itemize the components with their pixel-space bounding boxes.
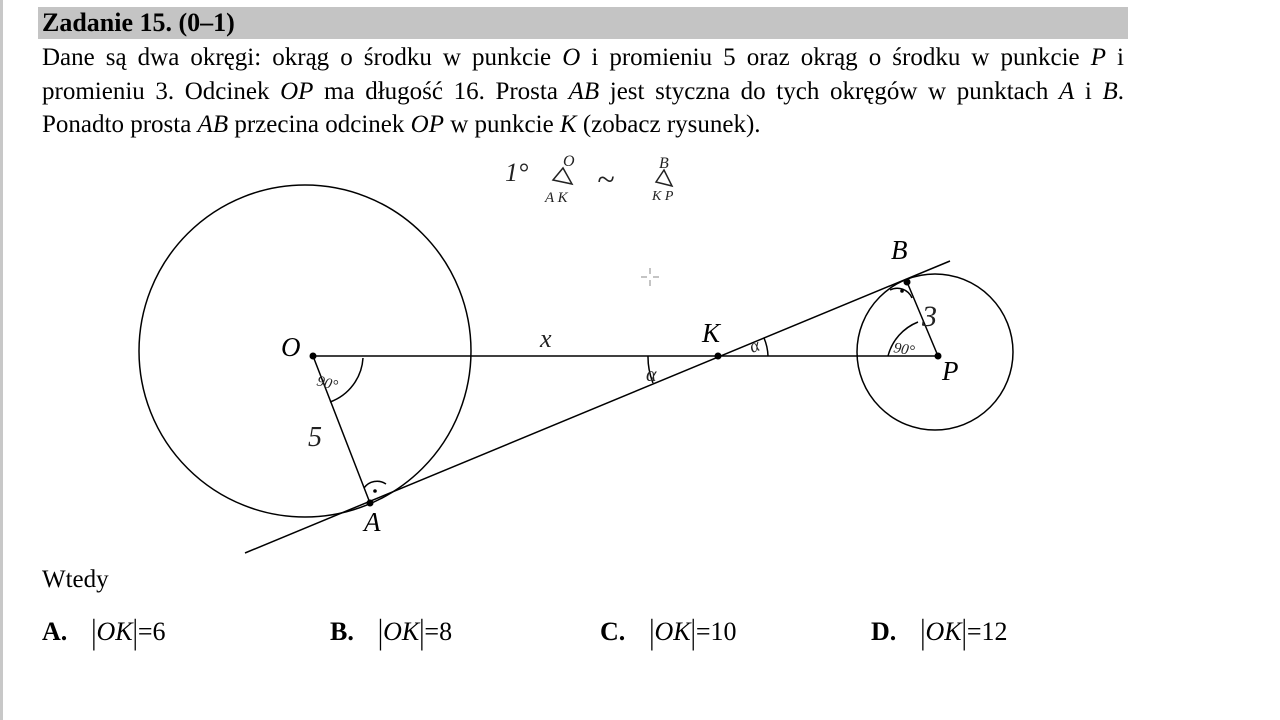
answer-lhs: OK [925, 617, 962, 646]
point-O [310, 353, 317, 360]
task-title: Zadanie 15. (0–1) [42, 8, 235, 37]
annotation-angle-90-left: 90° [314, 373, 340, 395]
circle-P [857, 274, 1013, 430]
annotation-radius-3: 3 [922, 300, 937, 333]
note-triangle-2-icon [656, 170, 672, 186]
cursor-crosshair-icon [641, 268, 659, 286]
tangent-line-AB [245, 261, 950, 553]
problem-text-5: jest styczna do tych okręgów w punktach [599, 77, 1059, 105]
var-AB: AB [568, 77, 600, 105]
answer-value: 12 [981, 617, 1008, 646]
answer-value: 6 [152, 617, 166, 646]
label-P: P [942, 356, 959, 386]
answer-option-d[interactable]: D. |OK|=12 [871, 611, 1008, 651]
annotation-alpha-right: α [746, 334, 763, 357]
note-prefix: 1° [505, 158, 529, 187]
answer-lhs: OK [96, 617, 133, 646]
var-A: A [1059, 77, 1075, 105]
handwritten-note [505, 153, 674, 206]
note-tri2-top: B [659, 155, 669, 172]
annotation-x: x [540, 324, 552, 353]
problem-text-3: i promieniu 3. Odcinek [42, 44, 1125, 105]
angle-arc-K-right [764, 338, 768, 356]
var-O: O [562, 44, 581, 71]
circle-O [139, 185, 471, 517]
label-K: K [702, 318, 721, 348]
note-tri1-top: O [563, 153, 575, 170]
point-B [904, 279, 911, 286]
note-triangle-1-icon [553, 168, 572, 184]
label-A: A [364, 507, 381, 537]
right-angle-dot-B [900, 289, 904, 293]
answer-option-c[interactable]: C. |OK|=10 [600, 611, 737, 651]
right-angle-dot-A [373, 489, 377, 493]
wtedy-label: Wtedy [42, 566, 109, 593]
var-OP-2: OP [410, 111, 444, 138]
problem-text-9: w punkcie [443, 111, 560, 138]
answer-letter: C. [600, 617, 626, 646]
answer-value: 8 [439, 617, 453, 646]
answer-letter: A. [42, 617, 68, 646]
answer-value: 10 [710, 617, 737, 646]
answer-lhs: OK [654, 617, 691, 646]
annotation-radius-5: 5 [308, 422, 322, 453]
right-angle-mark-A [364, 481, 386, 488]
note-tri2-bottom: K P [652, 189, 674, 204]
answer-letter: B. [330, 617, 354, 646]
point-A [367, 500, 374, 507]
problem-text-6: i [1074, 77, 1103, 105]
var-K: K [559, 111, 577, 138]
var-AB-2: AB [197, 111, 229, 138]
point-P [935, 353, 942, 360]
label-O: O [281, 332, 301, 362]
note-similar-sign: ~ [597, 161, 615, 197]
answer-letter: D. [871, 617, 897, 646]
answer-options [0, 611, 1280, 657]
problem-text-10: (zobacz rysunek). [576, 111, 761, 138]
problem-text-4: ma długość 16. Prosta [313, 77, 569, 105]
label-B: B [891, 235, 908, 265]
answer-option-b[interactable]: B. |OK|=8 [330, 611, 453, 651]
point-K [715, 353, 722, 360]
note-tri1-bottom: A K [545, 190, 568, 206]
var-P: P [1090, 44, 1106, 71]
annotation-alpha-left: α [646, 364, 657, 386]
problem-text-7: . Ponadto prosta [42, 77, 1125, 138]
var-B: B [1102, 77, 1118, 105]
var-OP: OP [280, 77, 314, 105]
problem-text-2: i promieniu 5 oraz okrąg o środku w punkcie [580, 44, 1091, 71]
answer-option-a[interactable]: A. |OK|=6 [42, 611, 166, 651]
problem-text-8: przecina odcinek [228, 111, 411, 138]
annotation-angle-90-right: 90° [892, 340, 916, 360]
answer-lhs: OK [383, 617, 420, 646]
problem-text-1: Dane są dwa okręgi: okrąg o środku w punkcie [42, 44, 563, 71]
